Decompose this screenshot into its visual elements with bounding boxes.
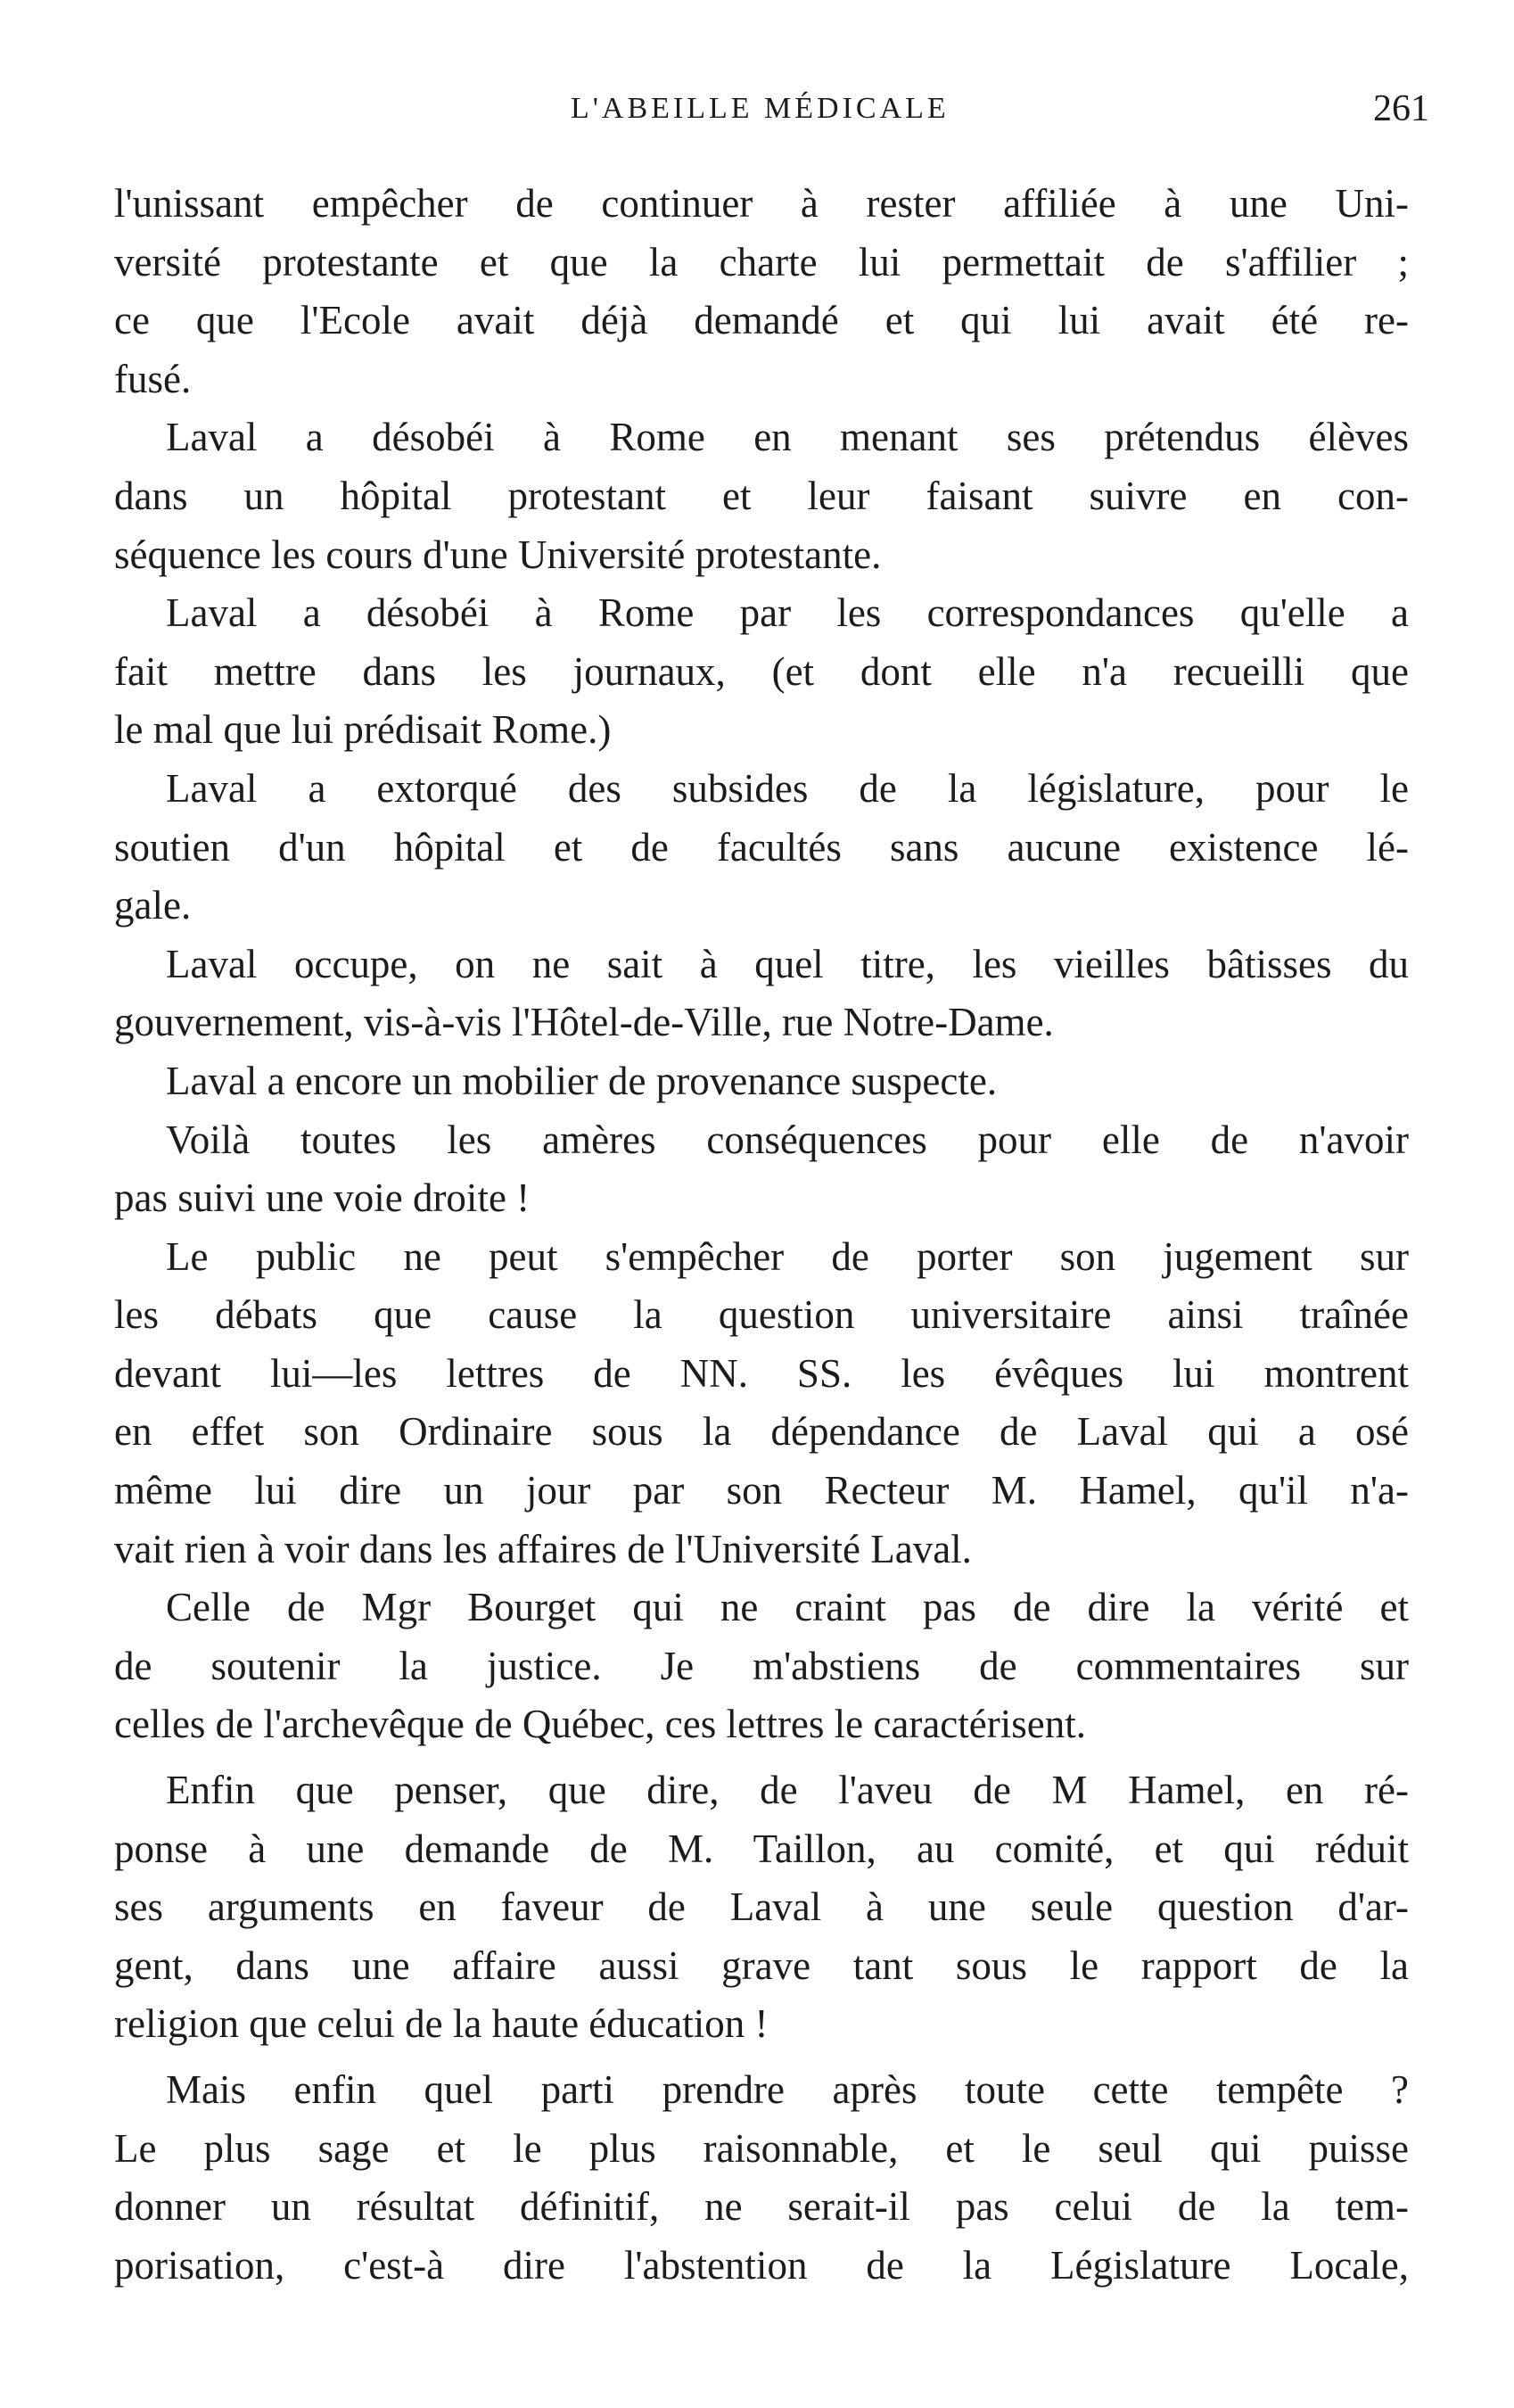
text-line: porisation, c'est-à dire l'abstention de la Législature Locale,	[114, 2242, 1409, 2288]
paragraph	[114, 936, 1409, 1052]
text-line: Celle de Mgr Bourget qui ne craint pas de dire la vérité et	[166, 1585, 1409, 1630]
running-header	[0, 82, 1514, 136]
paragraph	[114, 1228, 1409, 1579]
text-line: Voilà toutes les amères conséquences pour elle de n'avoir	[166, 1117, 1409, 1162]
paragraph	[114, 1111, 1409, 1228]
body-text	[114, 175, 1409, 2295]
paragraph	[114, 584, 1409, 760]
text-line: gent, dans une affaire aussi grave tant sous le rapport de la	[114, 1942, 1409, 1988]
paragraph	[114, 408, 1409, 584]
text-line: Laval a encore un mobilier de provenance suspecte.	[166, 1058, 998, 1103]
page-number: 261	[1373, 88, 1429, 129]
text-line: religion que celui de la haute éducation !	[114, 2001, 769, 2047]
text-line: gale.	[114, 883, 192, 928]
text-line: Laval a désobéi à Rome en menant ses prétendus élèves	[166, 415, 1409, 460]
text-line: Le public ne peut s'empêcher de porter son jugement sur	[166, 1233, 1409, 1279]
text-line: celles de l'archevêque de Québec, ces lettres le caractérisent.	[114, 1702, 1086, 1747]
text-line: le mal que lui prédisait Rome.)	[114, 707, 612, 753]
text-line: gouvernement, vis-à-vis l'Hôtel-de-Ville, rue Notre-Dame.	[114, 1000, 1054, 1045]
paragraph	[114, 2061, 1409, 2295]
text-line: versité protestante et que la charte lui permettait de s'affilier ;	[114, 239, 1409, 285]
text-line: de soutenir la justice. Je m'abstiens de commentaires sur	[114, 1643, 1409, 1688]
text-line: soutien d'un hôpital et de facultés sans aucune existence lé-	[114, 824, 1409, 870]
text-line: pas suivi une voie droite !	[114, 1175, 531, 1221]
text-line: Enfin que penser, que dire, de l'aveu de M Hamel, en ré-	[166, 1768, 1409, 1813]
text-line: fusé.	[114, 356, 192, 401]
text-line: séquence les cours d'une Université protestante.	[114, 532, 882, 577]
text-line: ce que l'Ecole avait déjà demandé et qui lui avait été re-	[114, 298, 1409, 343]
text-line: en effet son Ordinaire sous la dépendance de Laval qui a osé	[114, 1409, 1409, 1455]
text-line: fait mettre dans les journaux, (et dont elle n'a recueilli que	[114, 648, 1409, 694]
text-line: ponse à une demande de M. Taillon, au comité, et qui réduit	[114, 1826, 1409, 1871]
paragraph	[114, 175, 1409, 408]
journal-title: L'ABEILLE MÉDICALE	[571, 92, 950, 125]
text-line: l'unissant empêcher de continuer à rester affiliée à une Uni-	[114, 181, 1409, 226]
text-line: même lui dire un jour par son Recteur M. Hamel, qu'il n'a-	[114, 1468, 1409, 1513]
paragraph	[114, 1052, 1409, 1111]
text-line: Laval a extorqué des subsides de la législature, pour le	[166, 765, 1409, 811]
text-line: Laval occupe, on ne sait à quel titre, les vieilles bâtisses du	[166, 941, 1409, 986]
text-line: donner un résultat définitif, ne serait-il pas celui de la tem-	[114, 2184, 1409, 2230]
paragraph	[114, 1761, 1409, 2054]
text-line: ses arguments en faveur de Laval à une seule question d'ar-	[114, 1884, 1409, 1930]
text-line: dans un hôpital protestant et leur faisant suivre en con-	[114, 473, 1409, 518]
text-line: Laval a désobéi à Rome par les correspondances qu'elle a	[166, 590, 1409, 636]
text-line: vait rien à voir dans les affaires de l'Université Laval.	[114, 1526, 972, 1571]
text-line: devant lui—les lettres de NN. SS. les évêques lui montrent	[114, 1350, 1409, 1396]
paragraph	[114, 760, 1409, 936]
text-line: Le plus sage et le plus raisonnable, et le seul qui puisse	[114, 2125, 1409, 2171]
text-line: les débats que cause la question universitaire ainsi traînée	[114, 1292, 1409, 1338]
text-line: Mais enfin quel parti prendre après toute cette tempête ?	[166, 2067, 1409, 2112]
paragraph	[114, 1579, 1409, 1754]
